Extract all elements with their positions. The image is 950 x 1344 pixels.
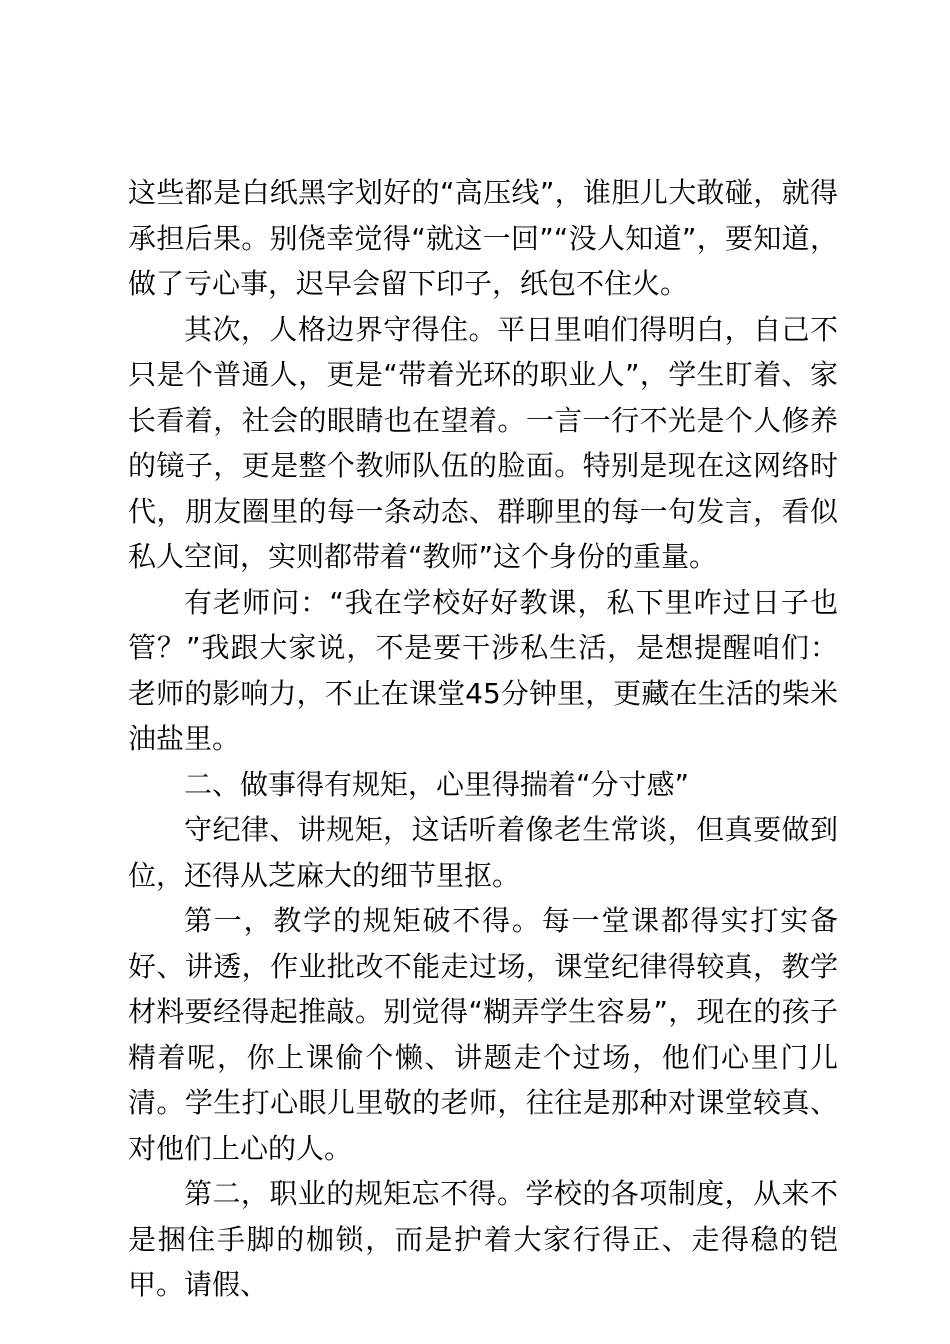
paragraph-personality-boundary: 其次，人格边界守得住。平日里咱们得明白，自己不只是个普通人，更是“带着光环的职业人”，学生盯着、家长看着，社会的眼睛也在望着。一言一行不光是个人修养的镜子，更是整个教师队伍的脸面。特别是现在这网络时代，朋友圈里的每一条动态、群聊里的每一句发言，看似私人空间，实则都带着“教师”这个身份的重量。 — [128, 312, 838, 573]
document-body — [128, 170, 838, 1308]
paragraph-professional-rules: 第二，职业的规矩忘不得。学校的各项制度，从来不是捆住手脚的枷锁，而是护着大家行得正、走得稳的铠甲。请假、 — [128, 1177, 838, 1301]
section-heading-rules: 二、做事得有规矩，心里得揣着“分寸感” — [184, 767, 690, 801]
paragraph-discipline: 守纪律、讲规矩，这话听着像老生常谈，但真要做到位，还得从芝麻大的细节里抠。 — [128, 813, 838, 892]
paragraph-teacher-question: 有老师问：“我在学校好好教课，私下里咋过日子也管？”我跟大家说，不是要干涉私生活，是想提醒咱们：老师的影响力，不止在课堂45分钟里，更藏在生活的柴米油盐里。 — [128, 585, 838, 755]
paragraph-teaching-rules: 第一，教学的规矩破不得。每一堂课都得实打实备好、讲透，作业批改不能走过场，课堂纪律得较真，教学材料要经得起推敲。别觉得“糊弄学生容易”，现在的孩子精着呢，你上课偷个懒、讲题走个过场，他们心里门儿清。学生打心眼儿里敬的老师，往往是那种对课堂较真、对他们上心的人。 — [128, 904, 838, 1165]
paragraph-continuation: 这些都是白纸黑字划好的“高压线”，谁胆儿大敢碰，就得承担后果。别侥幸觉得“就这一回”“没人知道”，要知道，做了亏心事，迟早会留下印子，纸包不住火。 — [128, 176, 838, 300]
